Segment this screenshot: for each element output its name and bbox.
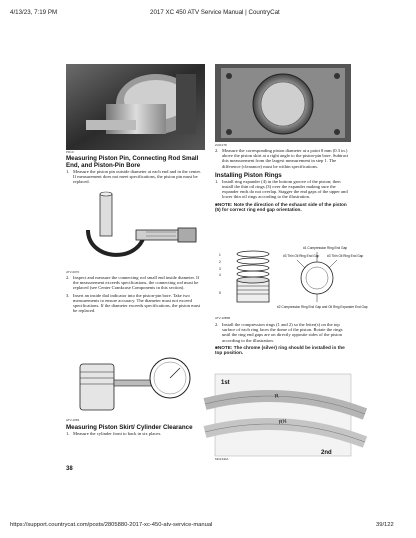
section-heading: Measuring Piston Skirt/ Cylinder Clearance	[66, 424, 193, 431]
diagram-callout: #3 Thin Oil Ring End Gap	[327, 254, 364, 258]
dial-indicator-illustration	[66, 350, 205, 418]
fig-caption: ATV-0070	[66, 270, 80, 274]
fig-caption: ATV-1069	[66, 418, 80, 422]
diagram-callout: #2 Compression Ring End Gap and Oil Ring Expander End Gap	[277, 305, 368, 309]
step-item: 1. Measure the cylinder front to back in six places.	[66, 431, 162, 436]
fig-caption: ZJ21278	[215, 143, 227, 147]
fig-caption: ATV-1085B	[215, 316, 231, 320]
ring-gap-diagram	[215, 244, 368, 316]
diagram-label-1: 1	[219, 253, 221, 257]
note-text: ■NOTE: The chrome (silver) ring should be installed in the top position.	[215, 344, 345, 356]
step-item: 2. Install the compression rings (1 and 2) so the letter(s) on the top surface of each ring faces the dome of the piston. Rotate the rings until the ring end gaps are on directly opposite sides of the piston according to the illustration.	[215, 322, 343, 343]
right-column-top	[215, 148, 351, 212]
step-item: 2. Inspect and measure the connecting rod small end inside diameter. If the measurement exceeds specifications, the connecting rod must be replaced (see Center Crankcase Components in this section).	[66, 275, 200, 291]
left-column-bottom	[66, 424, 205, 438]
ring-closeup-photo	[215, 374, 351, 456]
print-timestamp: 4/13/23, 7:19 PM	[10, 9, 58, 16]
section-heading: Installing Piston Rings	[215, 171, 282, 179]
diagram-label-2: 2	[219, 260, 221, 264]
step-item: 2. Measure the corresponding piston diameter at a point 8 mm (0.3 in.) above the piston skirt at a right angle to the piston-pin bore. Subtract this measurement from the largest measurement in step 1. The difference (clearance) must be within specifications.	[215, 148, 349, 169]
print-page-count: 39/122	[376, 522, 394, 528]
step-item: 3. Insert an inside dial indicator into the piston-pin bore. Take two measurements to ensure accuracy. The diameter must not exceed specifications. If the diameter exceeds specifications, the piston must be replaced.	[66, 292, 201, 314]
step-item: 1. Measure the piston pin outside diameter at each end and in the center. If measurement does not meet specifications, the piston pin must be replaced.	[66, 169, 201, 185]
diagram-callout: #1 Compression Ring End Gap	[303, 246, 348, 250]
note-text: ■NOTE: Note the direction of the exhaust side of the piston (5) for correct ring end gap orientation.	[215, 201, 347, 213]
diagram-label-5: 5	[219, 291, 221, 295]
diagram-label-3: 3	[219, 267, 221, 271]
diagram-callout: #3 Thin Oil Ring End Gap	[283, 254, 320, 258]
piston-pin-photo	[66, 64, 205, 150]
left-column-top	[66, 155, 205, 187]
ring-mark-rn: RN	[278, 418, 288, 426]
left-column-mid	[66, 275, 205, 315]
step-item: 1. Install ring expander (4) in the bottom groove of the piston; then install the thin oil rings (3) over the expander making sure the expander ends do not overlap. Stagger the end gaps of the upper and lower thin oil rings according to the illustration.	[215, 178, 348, 200]
right-column-mid	[215, 322, 351, 356]
page-number: 38	[66, 466, 73, 472]
fig-caption: MD1340A	[215, 457, 229, 461]
ring-label-second: 2nd	[321, 450, 332, 456]
diagram-label-4: 4	[219, 273, 221, 277]
print-page-title: 2017 XC 450 ATV Service Manual | CountryCat	[150, 9, 280, 16]
section-heading: Measuring Piston Pin, Connecting Rod Small End, and Piston-Pin Bore	[66, 155, 199, 169]
ring-mark-r: R	[274, 393, 280, 400]
print-url: https://support.countrycat.com/posts/2805880-2017-xc-450-atv-service-manual	[10, 522, 213, 528]
fig-caption: PD10	[66, 150, 74, 154]
cylinder-photo	[215, 64, 351, 142]
ring-label-first: 1st	[221, 380, 230, 386]
micrometer-illustration	[66, 190, 205, 270]
